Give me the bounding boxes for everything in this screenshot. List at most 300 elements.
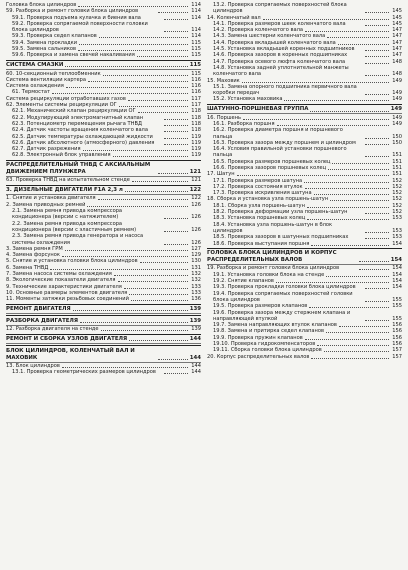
toc-entry-title: 16.2. Проверка диаметра поршня и поршневого пальца (213, 127, 343, 140)
toc-section-heading[interactable] (6, 162, 201, 175)
toc-entry-title: 17.1. Проверка размеров шатуна (213, 177, 303, 184)
dot-leader (65, 250, 188, 251)
dot-leader (365, 238, 389, 239)
toc-entry-page: 152 (392, 177, 402, 184)
toc-entry-page: 144 (189, 354, 201, 361)
toc-section-heading[interactable] (6, 187, 201, 194)
toc-entry-page: 139 (189, 305, 201, 312)
toc-entry-page: 131 (191, 264, 201, 271)
toc-entry[interactable] (207, 146, 402, 159)
dot-leader (99, 37, 188, 38)
toc-entry-title: 18.1. Сборка узла поршень-шатун (213, 202, 305, 209)
dot-leader (66, 87, 188, 88)
toc-entry-page: 126 (191, 214, 201, 221)
toc-entry-page: 151 (392, 165, 402, 171)
toc-entry-page: 116 (191, 89, 201, 96)
toc-entry-page: 118 (191, 120, 201, 127)
dot-leader (52, 93, 188, 94)
toc-entry-page: 154 (392, 278, 402, 285)
toc-entry-title: 19.1. Установка головки блока на стенде (213, 271, 325, 278)
dot-leader (310, 111, 389, 112)
dot-leader (365, 50, 389, 51)
toc-section-heading[interactable] (6, 306, 201, 313)
toc-entry-page: 156 (392, 328, 402, 335)
toc-entry-page: 157 (392, 347, 402, 354)
toc-entry-page: 115 (191, 52, 201, 59)
toc-entry-page: 116 (191, 76, 201, 83)
dot-leader (314, 194, 389, 195)
toc-entry-title: 16.6. Проверка зазоров поршневых колец (213, 165, 327, 171)
toc-entry-title: 20. Корпус распределительных валов (207, 353, 310, 360)
toc-entry[interactable] (6, 208, 201, 221)
toc-entry-title: 6. Замена ТНВД (6, 264, 49, 271)
toc-entry-page: 149 (392, 96, 402, 103)
toc-entry-title: 19.4. Проверка сопрягаемых поверхностей головки блока цилиндров (213, 290, 353, 303)
toc-entry-title: 13.1. Проверка геометрических размеров цилиндров (12, 369, 156, 376)
dot-leader (73, 310, 188, 311)
toc-entry-page: 152 (392, 183, 402, 190)
section-rule (6, 60, 201, 61)
toc-entry-page: 114 (191, 8, 201, 15)
dot-leader (83, 150, 188, 151)
toc-entry-page: 115 (191, 70, 201, 77)
toc-entry-page: 114 (191, 2, 201, 8)
toc-entry-page: 147 (392, 46, 402, 53)
toc-entry-page: 115 (189, 62, 201, 69)
toc-entry-title: 2.1. Замена ремня привода компрессора кондиционера (версии с натяжителем) (12, 208, 123, 221)
dot-leader (158, 12, 188, 13)
dot-leader (324, 351, 389, 352)
dot-leader (140, 262, 188, 263)
toc-entry-title: 62.4. Датчик частоты вращения коленчатого вала (12, 127, 148, 134)
toc-entry-title: 19.11. Сборка головки блока цилиндров (213, 347, 322, 354)
toc-entry-page: 153 (392, 227, 402, 234)
toc-entry-page: 144 (191, 369, 201, 376)
dot-leader (284, 100, 389, 101)
toc-entry-page: 114 (191, 14, 201, 21)
dot-leader (164, 144, 188, 145)
toc-entry-title: 15.2. Установка маховика (213, 96, 283, 103)
toc-entry-title: 19.8. Замена и притирка седел клапанов (213, 328, 324, 335)
dot-leader (164, 125, 188, 126)
toc-entry-page: 149 (392, 90, 402, 97)
toc-entry-title: 59.3. Проверка седел клапанов (12, 33, 97, 40)
section-rule (6, 304, 201, 305)
dot-leader (164, 138, 188, 139)
toc-entry-page: 145 (392, 14, 402, 21)
toc-entry-page: 115 (191, 39, 201, 46)
toc-entry-title: 19.9. Проверка пружин клапанов (213, 334, 303, 341)
section-rule (6, 334, 201, 335)
toc-entry-page: 119 (191, 133, 201, 140)
toc-entry-title: ШАТУННО-ПОРШНЕВАЯ ГРУППА (207, 106, 309, 113)
toc-entry-title: 14.7. Проверка осевого люфта коленчатого вала (213, 58, 346, 65)
toc-entry-title: 18.6. Проверка выступания поршня (213, 240, 310, 247)
toc-section-heading[interactable] (207, 250, 402, 263)
toc-entry-title: 60. 10-секционный теплообменник (6, 70, 101, 77)
toc-entry-page: 126 (191, 239, 201, 246)
dot-leader (365, 138, 389, 139)
dot-leader (129, 294, 188, 295)
dot-leader (365, 25, 389, 26)
toc-entry-page: 154 (392, 240, 402, 247)
toc-entry-title: 3. ДИЗЕЛЬНЫЕ ДВИГАТЕЛИ F1A 2,3 л (6, 186, 123, 193)
toc-entry-title: 59.4. Замена прокладки (12, 39, 78, 46)
toc-entry-title: 2.3. Замена ремня привода генератора и насоса системы охлаждения (12, 233, 144, 246)
toc-entry-title: РЕМОНТ И СБОРКА УЗЛОВ ДВИГАТЕЛЯ (6, 335, 128, 342)
dot-leader (304, 182, 389, 183)
dot-leader (327, 37, 389, 38)
dot-leader (164, 231, 188, 232)
toc-entry[interactable] (6, 52, 201, 58)
toc-entry-page: 149 (392, 77, 402, 84)
dot-leader (78, 50, 188, 51)
dot-leader (359, 261, 389, 262)
dot-leader (138, 112, 188, 113)
toc-entry-title: 62.7. Датчик разрежения (12, 146, 81, 153)
toc-entry-title: 13.2. Проверка сопрягаемых поверхностей блока цилиндров (213, 2, 347, 15)
toc-section-heading[interactable] (207, 106, 402, 113)
dot-leader (326, 276, 389, 277)
toc-entry[interactable] (6, 369, 201, 375)
dot-leader (332, 163, 389, 164)
toc-entry-page: 119 (191, 152, 201, 159)
toc-entry-page: 152 (392, 209, 402, 216)
toc-entry-title: 14.4. Проверка вкладышей коленчатого вала (213, 39, 336, 46)
dot-leader (307, 207, 389, 208)
section-underline (6, 313, 201, 314)
dot-leader (131, 300, 188, 301)
toc-entry-page: 116 (191, 83, 201, 90)
toc-entry-title: 16.5. Проверка размеров поршневых колец (213, 158, 331, 165)
toc-entry-title: 19.2. Снятие клапанов (213, 278, 274, 285)
toc-entry-page: 152 (392, 196, 402, 203)
toc-section-heading[interactable] (6, 336, 201, 343)
dot-leader (164, 131, 188, 132)
dot-leader (164, 218, 188, 219)
toc-entry-page: 144 (189, 335, 201, 342)
toc-section-heading[interactable] (6, 348, 201, 361)
toc-entry-title: 10. Основные размеры элементов двигателя (6, 289, 128, 296)
toc-entry[interactable] (207, 291, 402, 304)
toc-entry-title: 62. Элементы системы рециркуляции ОГ (6, 102, 117, 109)
toc-entry-title: 2.2. Замена ремня привода компрессора кондиционера (версии с эластичным ремнем) (12, 220, 137, 233)
dot-leader (103, 75, 188, 76)
toc-entry[interactable] (207, 65, 402, 78)
dot-leader (98, 199, 188, 200)
dot-leader (365, 75, 389, 76)
toc-entry-title: 1. Снятие и установка двигателя (6, 195, 96, 202)
toc-entry-title: 59. Разборка и ремонт головки блока цилиндров (6, 8, 139, 15)
toc-entry-page: 147 (392, 27, 402, 34)
toc-entry-title: 62.2. Модулирующий электромагнитный клапан (12, 114, 144, 121)
toc-entry-title: 19.5. Проверка размеров клапанов (213, 303, 308, 310)
toc-entry-title: Система рециркуляции отработавших газов (6, 95, 126, 102)
toc-entry-page: 147 (392, 33, 402, 40)
dot-leader (79, 44, 188, 45)
toc-entry-title: 16.1. Разборка поршня (213, 120, 275, 127)
dot-leader (305, 188, 389, 189)
toc-entry-page: 129 (191, 252, 201, 259)
toc-entry-title: 3. Замена ремня ГРМ (6, 245, 63, 252)
dot-leader (359, 269, 389, 270)
dot-leader (365, 63, 389, 64)
dot-leader (50, 269, 188, 270)
dot-leader (128, 100, 188, 101)
toc-entry-title: 19. Разборка и ремонт головки блока цилиндров (207, 265, 340, 272)
toc-entry-title: 17.3. Проверка искривления шатуна (213, 190, 312, 197)
toc-entry-page: 133 (191, 283, 201, 290)
toc-entry-title: 18.3. Установка поршневых колец (213, 215, 306, 222)
toc-entry-title: 19.6. Проверка зазора между стержнем клапана и направляющей втулкой (213, 309, 351, 322)
toc-entry-title: БЛОК ЦИЛИНДРОВ, КОЛЕНЧАТЫЙ ВАЛ И МАХОВИК (6, 347, 135, 361)
toc-entry-page: 127 (191, 245, 201, 252)
toc-entry-title: РАЗБОРКА ДВИГАТЕЛЯ (6, 317, 79, 324)
toc-entry-title: 62.6. Датчик абсолютного (атмосферного) давления (12, 139, 155, 146)
toc-section-heading[interactable] (6, 318, 201, 325)
toc-entry-title: Система вентиляции картера (6, 76, 87, 83)
toc-entry[interactable] (6, 152, 201, 158)
toc-entry-page: 154 (390, 256, 402, 263)
dot-leader (158, 359, 188, 360)
dot-leader (305, 31, 389, 32)
toc-entry-page: 156 (392, 334, 402, 341)
toc-entry-page: 130 (191, 258, 201, 265)
toc-entry-page: 156 (392, 322, 402, 329)
toc-entry-page: 132 (191, 271, 201, 278)
toc-entry[interactable] (207, 222, 402, 235)
toc-entry-page: 139 (191, 326, 201, 333)
toc-entry-page: 119 (191, 146, 201, 153)
dot-leader (125, 191, 188, 192)
toc-entry-title: 59.6. Проверка и замена свечей накаливания (12, 52, 135, 59)
toc-entry-page: 153 (392, 234, 402, 241)
dot-leader (87, 206, 188, 207)
toc-entry-page: 132 (191, 277, 201, 284)
toc-list-right (207, 2, 402, 360)
toc-entry-page: 148 (392, 58, 402, 65)
toc-entry[interactable] (207, 84, 402, 97)
section-rule (6, 315, 201, 316)
dot-leader (330, 200, 389, 201)
dot-leader (328, 169, 389, 170)
toc-entry[interactable] (207, 127, 402, 140)
toc-entry-title: 14.2. Проверка коленчатого вала (213, 27, 303, 34)
toc-entry-page: 150 (392, 139, 402, 146)
toc-entry-page: 152 (392, 202, 402, 209)
toc-entry-title: 18. Сборка и установка узла поршень-шатун (207, 196, 329, 203)
toc-entry-page: 151 (392, 171, 402, 178)
dot-leader (365, 320, 389, 321)
toc-entry[interactable] (6, 326, 201, 332)
toc-entry[interactable] (207, 310, 402, 323)
toc-entry-page: 147 (392, 52, 402, 59)
dot-leader (307, 219, 389, 220)
dot-leader (158, 173, 188, 174)
toc-entry-page: 114 (191, 27, 201, 34)
toc-section-heading[interactable] (6, 62, 201, 69)
toc-entry-page: 157 (392, 353, 402, 360)
toc-entry-page: 148 (392, 71, 402, 78)
dot-leader (88, 81, 188, 82)
dot-leader (164, 31, 188, 32)
dot-leader (311, 358, 389, 359)
toc-entry-title: 19.10. Проверка гидрокомпенсаторов (213, 341, 316, 347)
toc-entry-title: 16.3. Проверка зазора между поршнем и цилиндром (213, 139, 356, 146)
toc-entry-page: 149 (392, 120, 402, 127)
dot-leader (62, 256, 188, 257)
dot-leader (365, 232, 389, 233)
dot-leader (339, 326, 389, 327)
toc-entry-page: 144 (191, 363, 201, 369)
dot-leader (277, 125, 389, 126)
toc-entry-title: 19.7. Замена направляющих втулок клапанов (213, 322, 337, 329)
toc-entry-title: 16.4. Условия правильной установки поршневого пальца (213, 146, 347, 159)
dot-leader (124, 288, 188, 289)
dot-leader (113, 156, 188, 157)
toc-entry-title: 4. Замена форсунок (6, 252, 60, 259)
toc-entry-page: 145 (392, 8, 402, 15)
dot-leader (137, 56, 188, 57)
toc-entry-page: 154 (392, 265, 402, 272)
toc-entry-page: 149 (390, 106, 402, 113)
dot-leader (365, 56, 389, 57)
toc-entry-page: 152 (392, 190, 402, 197)
dot-leader (263, 19, 389, 20)
toc-entry-title: 18.4. Установка узла поршень-шатун в блок цилиндров (213, 221, 333, 234)
toc-entry-page: 121 (189, 168, 201, 175)
toc-entry-title: РАСПРЕДЕЛИТЕЛЬНЫЙ ТНВД С АКСИАЛЬНЫМ ДВИЖЕНИЕМ ПЛУНЖЕРА (6, 162, 151, 175)
toc-entry-page: 154 (392, 271, 402, 278)
toc-entry-page: 151 (392, 152, 402, 159)
dot-leader (305, 339, 389, 340)
toc-entry-title: 15.1. Замена опорного подшипника первичного вала коробки передач (213, 83, 357, 97)
toc-column-left (6, 2, 201, 570)
section-rule (6, 160, 201, 161)
dot-leader (365, 12, 389, 13)
toc-entry-page: 151 (392, 158, 402, 165)
toc-entry[interactable] (6, 221, 201, 234)
toc-entry[interactable] (6, 177, 201, 183)
dot-leader (129, 340, 188, 341)
toc-entry-title: 61. Термостат (12, 89, 51, 96)
toc-entry-page: 118 (191, 127, 201, 134)
toc-entry-page: 155 (392, 303, 402, 310)
toc-entry-title: 14.3. Замена шестерни коленчатого вала (213, 33, 326, 40)
dot-leader (80, 322, 188, 323)
dot-leader (65, 66, 188, 67)
toc-entry-title: Система охлаждения (6, 83, 64, 90)
dot-leader (118, 281, 189, 282)
toc-entry-title: 17. Шатун (207, 171, 235, 178)
toc-entry[interactable] (207, 2, 402, 15)
dot-leader (365, 94, 389, 95)
toc-entry-page: 119 (191, 139, 201, 146)
toc-entry-title: ГОЛОВКА БЛОКА ЦИЛИНДРОВ И КОРПУС РАСПРЕДЕЛИТЕЛЬНЫХ ВАЛОВ (207, 250, 337, 263)
toc-entry-page: 122 (191, 195, 201, 202)
toc-column-right (207, 2, 402, 570)
toc-entry-title: 62.5. Датчик температуры охлаждающей жидкости (12, 133, 153, 140)
dot-leader (365, 156, 389, 157)
toc-entry-page: 114 (191, 33, 201, 40)
toc-entry-title: 14.1. Проверка размеров шеек коленчатого вала (213, 20, 346, 27)
toc-entry-title: 15. Маховик (207, 77, 240, 84)
dot-leader (242, 82, 389, 83)
toc-entry-page: 133 (191, 289, 201, 296)
toc-entry[interactable] (6, 296, 201, 302)
toc-entry-title: 62.1. Механический клапан рециркуляции ОГ (12, 108, 136, 115)
dot-leader (132, 181, 188, 182)
toc-entry-title: 5. Снятие и установка головки блока цилиндров (6, 258, 138, 265)
toc-entry-page: 118 (191, 108, 201, 115)
toc-entry-title: СИСТЕМА СМАЗКИ (6, 62, 64, 69)
toc-entry-page: 147 (392, 39, 402, 46)
section-rule (6, 345, 201, 346)
dot-leader (164, 373, 188, 374)
toc-entry-title: 63. Проверка ТНВД на испытательном стенде (6, 177, 130, 184)
dot-leader (164, 244, 188, 245)
dot-leader (365, 301, 389, 302)
toc-entry-page: 149 (392, 114, 402, 121)
toc-entry-title: 11. Моменты затяжки резьбовых соединений (6, 296, 129, 303)
toc-entry-title: 18.5. Проверка зазоров в шатунных подшипниках (213, 234, 349, 241)
toc-entry-page: 145 (392, 20, 402, 27)
toc-entry-page: 156 (392, 341, 402, 347)
dot-leader (365, 288, 389, 289)
dot-leader (311, 245, 389, 246)
dot-leader (101, 330, 188, 331)
dot-leader (309, 307, 389, 308)
toc-entry-page: 155 (392, 296, 402, 303)
toc-entry-page: 121 (191, 177, 201, 184)
toc-entry-title: 2. Замена приводных ремней (6, 201, 86, 208)
toc-entry-title: 7. Замена насоса системы охлаждения (6, 271, 112, 278)
dot-leader (78, 6, 188, 7)
toc-entry-title: 8. Экологические показатели двигателя (6, 277, 116, 284)
toc-entry-title: 14.5. Установка вкладышей коренных подшипников (213, 46, 355, 53)
toc-entry[interactable] (6, 21, 201, 34)
toc-entry-title: 17.2. Проверка состояния втулок (213, 183, 303, 190)
toc-entry[interactable] (207, 241, 402, 247)
toc-entry-page: 150 (392, 133, 402, 140)
dot-leader (338, 44, 389, 45)
toc-entry[interactable] (207, 96, 402, 102)
toc-entry-title: 14.6. Проверка зазоров в коренных подшипниках (213, 52, 348, 59)
toc-entry-page: 126 (191, 226, 201, 233)
section-underline (6, 343, 201, 344)
toc-entry[interactable] (6, 233, 201, 246)
dot-leader (276, 282, 389, 283)
toc-entry-title: 59.2. Проверка сопрягаемой поверхности головки блока цилиндров (12, 20, 148, 34)
toc-entry-title: 14. Коленчатый вал (207, 14, 261, 21)
toc-entry[interactable] (207, 354, 402, 360)
toc-entry-title: 14.8. Установка задней уплотнительной манжеты коленчатого вала (213, 64, 349, 78)
dot-leader (365, 144, 389, 145)
toc-entry-title: 9. Технические характеристики двигателя (6, 283, 122, 290)
toc-entry-page: 126 (191, 201, 201, 208)
dot-leader (62, 367, 188, 368)
toc-entry-title: Головка блока цилиндров (6, 2, 77, 8)
toc-entry-title: 18.2. Проверка деформации узла поршень-шатун (213, 209, 348, 216)
dot-leader (164, 19, 188, 20)
toc-entry-title: 12. Разборка двигателя на стенде (6, 326, 99, 333)
section-rule (6, 185, 201, 186)
toc-entry-title: 19.3. Проверка прокладки головки блока цилиндров (213, 284, 356, 291)
toc-entry-page: 115 (191, 46, 201, 53)
toc-entry-page: 118 (191, 114, 201, 121)
toc-entry-title: РЕМОНТ ДВИГАТЕЛЯ (6, 305, 71, 312)
section-rule (207, 104, 402, 105)
